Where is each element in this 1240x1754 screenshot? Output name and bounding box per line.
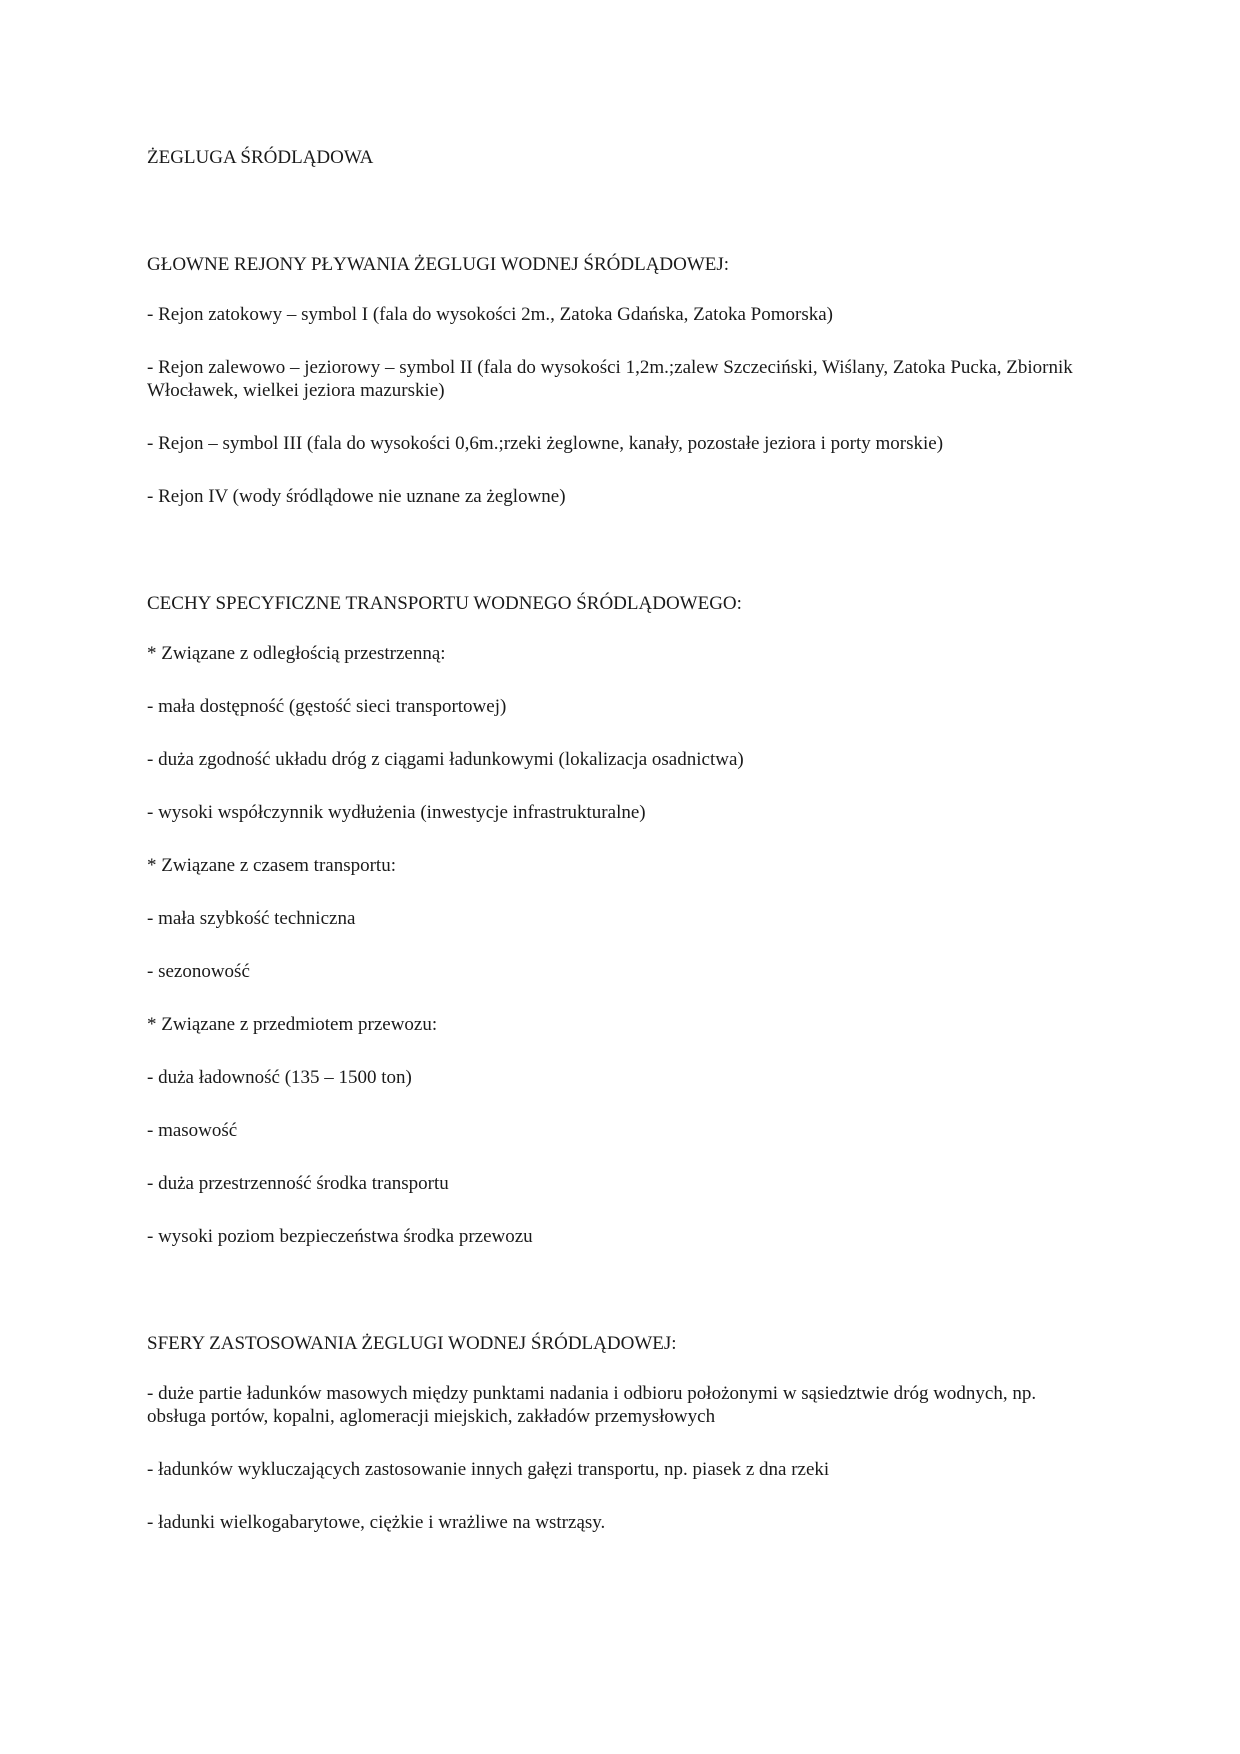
document-paragraph: * Związane z przedmiotem przewozu:: [147, 1014, 438, 1035]
section-heading: GŁOWNE REJONY PŁYWANIA ŻEGLUGI WODNEJ ŚRÓDLĄDOWEJ:: [147, 254, 730, 275]
section-heading: SFERY ZASTOSOWANIA ŻEGLUGI WODNEJ ŚRÓDLĄDOWEJ:: [147, 1333, 677, 1354]
document-sections: [147, 253, 1097, 1534]
document-paragraph: - wysoki współczynnik wydłużenia (inwestycje infrastrukturalne): [147, 802, 646, 823]
section-heading: CECHY SPECYFICZNE TRANSPORTU WODNEGO ŚRÓDLĄDOWEGO:: [147, 593, 742, 614]
document-section: [147, 592, 1097, 1248]
document-section: [147, 1332, 1097, 1534]
document-title: ŻEGLUGA ŚRÓDLĄDOWA: [147, 147, 374, 168]
document-paragraph: * Związane z odległością przestrzenną:: [147, 643, 446, 664]
document-paragraph: * Związane z czasem transportu:: [147, 855, 396, 876]
document-paragraph: - Rejon – symbol III (fala do wysokości 0,6m.;rzeki żeglowne, kanały, pozostałe jeziora i porty morskie): [147, 433, 944, 454]
document-paragraph: - Rejon zatokowy – symbol I (fala do wysokości 2m., Zatoka Gdańska, Zatoka Pomorska): [147, 304, 833, 325]
document-paragraph: - duża przestrzenność środka transportu: [147, 1173, 449, 1194]
document-paragraph: - mała szybkość techniczna: [147, 908, 356, 929]
document-paragraph: - duże partie ładunków masowych między punktami nadania i odbioru położonymi w sąsiedztwie dróg wodnych, np. obsługa portów, kopalni, aglomeracji miejskich, zakładów przemysłowych: [147, 1383, 1037, 1427]
document-content: [147, 146, 1097, 1534]
document-paragraph: - ładunków wykluczających zastosowanie innych gałęzi transportu, np. piasek z dna rzeki: [147, 1459, 830, 1480]
document-paragraph: - ładunki wielkogabarytowe, ciężkie i wrażliwe na wstrząsy.: [147, 1512, 606, 1533]
document-section: [147, 253, 1097, 508]
document-paragraph: - Rejon zalewowo – jeziorowy – symbol II (fala do wysokości 1,2m.;zalew Szczeciński, Wiślany, Zatoka Pucka, Zbiornik Włocławek, wielkei jeziora mazurskie): [147, 357, 1073, 401]
document-paragraph: - duża zgodność układu dróg z ciągami ładunkowymi (lokalizacja osadnictwa): [147, 749, 744, 770]
document-paragraph: - duża ładowność (135 – 1500 ton): [147, 1067, 412, 1088]
document-paragraph: - wysoki poziom bezpieczeństwa środka przewozu: [147, 1226, 533, 1247]
document-paragraph: - mała dostępność (gęstość sieci transportowej): [147, 696, 507, 717]
document-paragraph: - sezonowość: [147, 961, 250, 982]
document-paragraph: - Rejon IV (wody śródlądowe nie uznane za żeglowne): [147, 486, 566, 507]
document-paragraph: - masowość: [147, 1120, 238, 1141]
